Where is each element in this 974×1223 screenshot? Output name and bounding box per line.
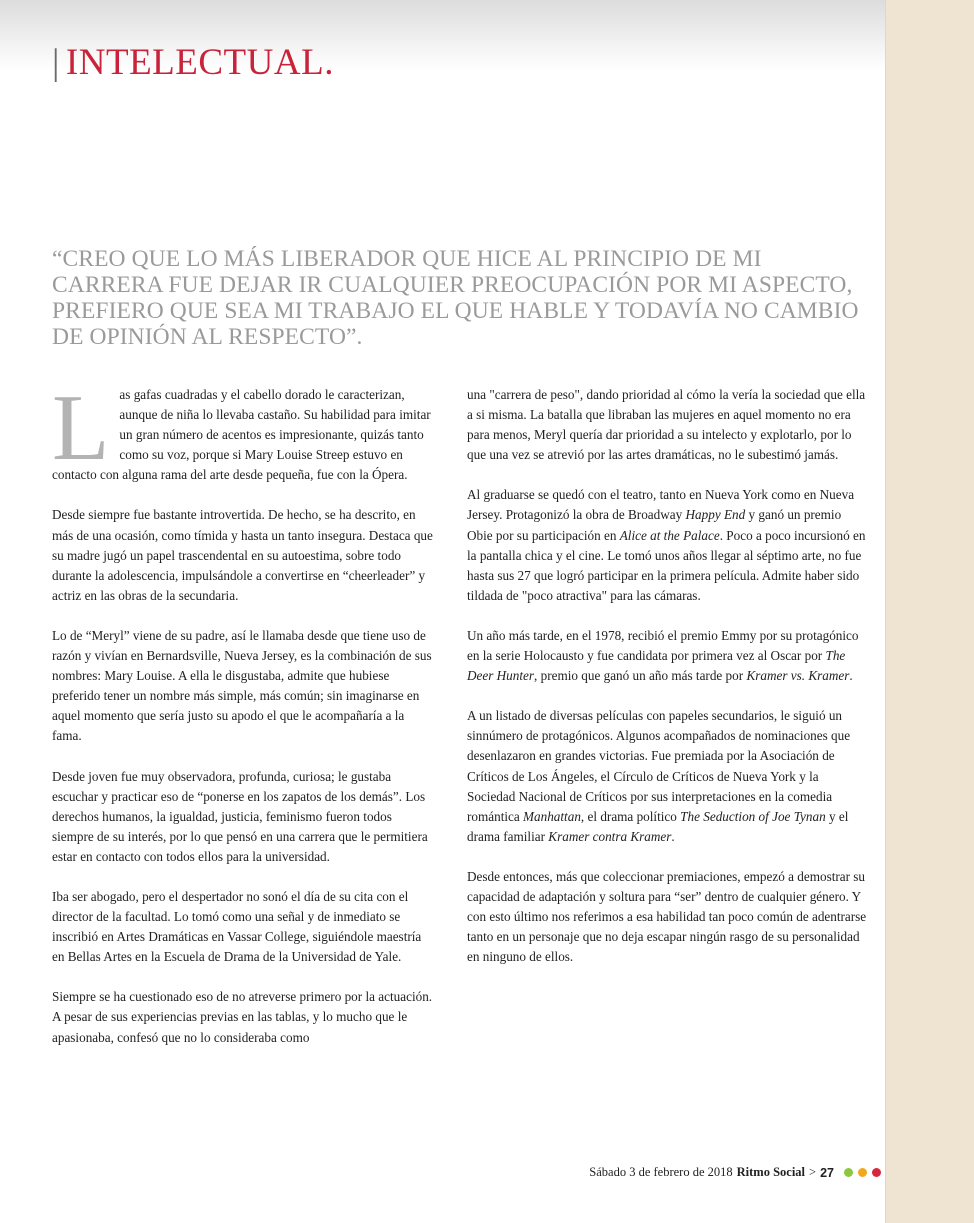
paragraph: Desde joven fue muy observadora, profunda, curiosa; le gustaba escuchar y practicar eso de “ponerse en los zapatos de los demás”. Los derechos humanos, la igualdad, justicia, feminismo fueron todos siempre de su interés, por lo que pensó en una carrera que le permitiera estar en contacto con todos ellos para la universidad.: [52, 768, 428, 864]
text-run: y el drama familiar: [467, 808, 849, 844]
text-run: .: [849, 668, 853, 684]
title-deer-hunter: The Deer Hunter: [467, 648, 846, 684]
paragraph-intro: [52, 376, 434, 485]
text-run: . Poco a poco incursionó en la pantalla chica y el cine. Le tomó unos años llegar al séptimo arte, no fue hasta sus 27 que logró participar en la primera película. Admite haber sido tildada de "poco atractiva" para las cámaras.: [467, 527, 866, 603]
footer-separator: >: [809, 1165, 817, 1179]
yellow-dot-icon: [858, 1168, 867, 1177]
page-number: 27: [820, 1165, 834, 1180]
section-title-text: INTELECTUAL.: [65, 42, 334, 83]
right-column: [467, 385, 867, 987]
text-run: y ganó un premio Obie por su participación en: [467, 507, 842, 543]
green-dot-icon: [844, 1168, 853, 1177]
paragraph: [467, 706, 867, 847]
title-happy-end: Happy End: [685, 507, 746, 523]
left-column: [52, 376, 434, 1068]
issue-date: Sábado 3 de febrero de 2018: [589, 1165, 733, 1179]
paragraph: Siempre se ha cuestionado eso de no atreverse primero por la actuación. A pesar de sus experiencias previas en las tablas, y lo mucho que le apasionaba, confesó que no lo consideraba como: [52, 989, 433, 1045]
paragraph: [467, 485, 867, 606]
text-run: , premio que ganó un año más tarde por: [534, 668, 747, 684]
drop-cap: L: [52, 376, 110, 480]
title-manhattan: Manhattan: [523, 808, 581, 824]
paragraph: [467, 626, 867, 686]
paragraph: una "carrera de peso", dando prioridad al cómo la vería la sociedad que ella a si misma. La batalla que libraban las mujeres en aquel momento no era para menos, Meryl quería dar prioridad a su intelecto y explotarlo, por lo que una vez se atrevió por las artes dramáticas, no le subestimó jamás.: [467, 387, 866, 463]
magazine-name: Ritmo Social: [736, 1165, 806, 1179]
pull-quote: “CREO QUE LO MÁS LIBERADOR QUE HICE AL PRINCIPIO DE MI CARRERA FUE DEJAR IR CUALQUIER PREOCUPACIÓN POR MI ASPECTO, PREFIERO QUE SEA MI TRABAJO EL QUE HABLE Y TODAVÍA NO CAMBIO DE OPINIÓN AL RESPECTO”.: [52, 246, 859, 350]
title-kramer-contra-kramer: Kramer contra Kramer: [548, 828, 672, 844]
title-alice-at-the-palace: Alice at the Palace: [619, 527, 720, 543]
text-run: .: [671, 828, 675, 844]
paragraph: Lo de “Meryl” viene de su padre, así le llamaba desde que tiene uso de razón y vivían en Bernardsville, Nueva Jersey, es la combinación de sus nombres: Mary Louise. A ella le disgustaba, admite que hubiese preferido tener un nombre más simple, más común; sin imaginarse en aquel momento que sería justo su apodo el que le acompañaría a la fama.: [52, 627, 432, 744]
paragraph: Desde entonces, más que coleccionar premiaciones, empezó a demostrar su capacidad de adaptación y soltura para “ser” dentro de cualquier género. Y con esto último nos referimos a esa habilidad tan poco común de adentrarse tanto en un personaje que no deja escapar ningún rasgo de su personalidad en ninguno de ellos.: [467, 868, 867, 965]
text-run: A un listado de diversas películas con papeles secundarios, le siguió un sinnúmero de protagónicos. Algunos acompañados de nominaciones que desenlazaron en grandes victorias. Fue premiada por la Asociación de Críticos de Los Ángeles, el Círculo de Críticos de Nueva York y la Sociedad Nacional de Críticos por sus interpretaciones en la comedia romántica: [467, 708, 851, 824]
title-seduction-of-joe-tynan: The Seduction of Joe Tynan: [680, 808, 826, 824]
title-bar: |: [52, 42, 60, 83]
page-footer: [0, 1165, 886, 1180]
text-run: Un año más tarde, en el 1978, recibió el premio Emmy por su protagónico en la serie Holocausto y fue candidata por primera vez al Oscar por: [467, 627, 859, 664]
text-run: Al graduarse se quedó con el teatro, tanto en Nueva York como en Nueva Jersey. Protagonizó la obra de Broadway: [467, 487, 855, 523]
paragraph-intro-text: as gafas cuadradas y el cabello dorado le caracterizan, aunque de niña lo llevaba castaño. Su habilidad para imitar un gran número de acentos es impresionante, quizás tanto como su voz, porque si Mary Louise Streep estuvo en contacto con alguna rama del arte desde pequeña, fue con la Ópera.: [52, 387, 431, 483]
red-dot-icon: [872, 1168, 881, 1177]
title-kramer-vs-kramer: Kramer vs. Kramer: [746, 668, 850, 684]
page-edge-strip: [885, 0, 974, 1223]
section-title: [52, 44, 334, 81]
paragraph: Iba ser abogado, pero el despertador no sonó el día de su cita con el director de la facultad. Lo tomó como una señal y de inmediato se inscribió en Artes Dramáticas en Vassar College, siguiéndole maestría en Bellas Artes en la Escuela de Drama de la Universidad de Yale.: [52, 888, 422, 965]
text-run: , el drama político: [580, 808, 681, 824]
paragraph: Desde siempre fue bastante introvertida. De hecho, se ha descrito, en más de una ocasión, como tímida y hasta un tanto insegura. Destaca que su madre jugó un papel trascendental en su autoestima, sobre todo durante la adolescencia, impulsándole a convertirse en “cheerleader” y actriz en las obras de la secundaria.: [52, 507, 433, 603]
